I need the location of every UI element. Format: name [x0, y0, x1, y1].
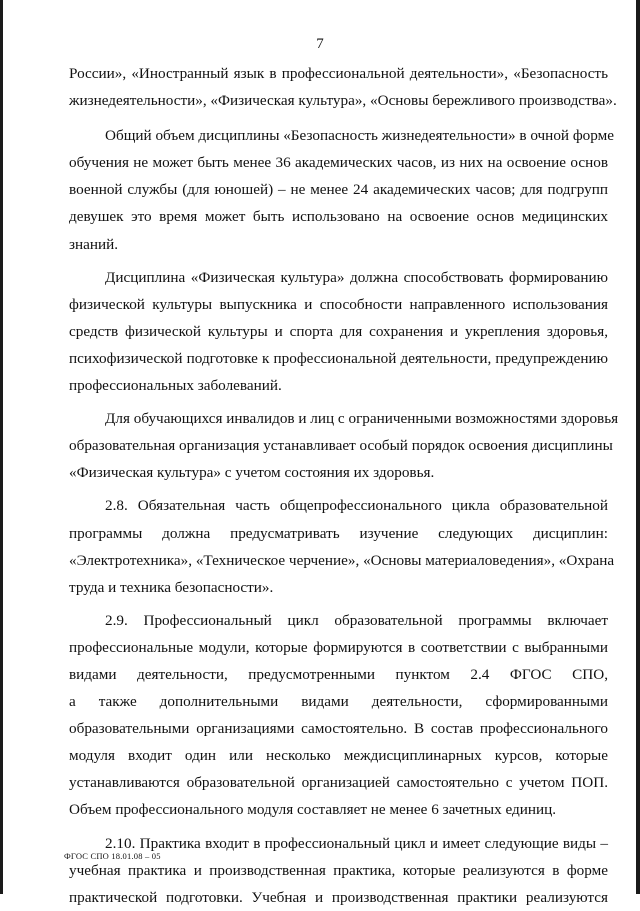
- text-line: 2.8. Обязательная часть общепрофессионального цикла образовательной: [105, 497, 608, 515]
- text-line: Общий объем дисциплины «Безопасность жизнедеятельности» в очной форме: [105, 127, 614, 145]
- document-body: [69, 60, 619, 911]
- text-line: программы должна предусматривать изучение следующих дисциплин:: [69, 524, 608, 542]
- text-line: 2.9. Профессиональный цикл образовательной программы включает: [105, 611, 608, 629]
- paragraph-bzh-hours: [69, 122, 614, 257]
- text-line: профессиональные модули, которые формируются в соответствии с выбранными: [69, 638, 608, 656]
- text-line: учебная практика и производственная практика, которые реализуются в форме: [69, 861, 608, 879]
- paragraph-section-2-8: [69, 492, 615, 600]
- paragraph-continuation: [69, 60, 617, 114]
- text-line: устанавливаются образовательной организацией самостоятельно с учетом ПОП.: [69, 774, 608, 792]
- text-line: модуля входит один или несколько междисциплинарных курсов, которые: [69, 747, 608, 765]
- text-line: девушек это время может быть использовано на освоение основ медицинских: [69, 208, 608, 226]
- text-line: знаний.: [69, 235, 119, 253]
- page-number: 7: [316, 36, 324, 52]
- text-line: психофизической подготовке к профессиональной деятельности, предупреждению: [69, 349, 608, 367]
- text-line: образовательная организация устанавливает особый порядок освоения дисциплины: [69, 437, 613, 455]
- text-line: средств физической культуры и спорта для сохранения и укрепления здоровья,: [69, 322, 608, 340]
- scan-edge-left: [0, 0, 3, 894]
- paragraph-physical-culture: [69, 264, 608, 399]
- text-line: России», «Иностранный язык в профессиональной деятельности», «Безопасность: [69, 65, 608, 82]
- paragraph-section-2-10: [69, 830, 608, 911]
- paragraph-disabled-students: [69, 405, 619, 486]
- paragraph-section-2-9: [69, 607, 608, 824]
- text-line: физической культуры выпускника и способности направленного использования: [69, 295, 608, 313]
- text-line: военной службы (для юношей) – не менее 24 академических часов; для подгрупп: [69, 181, 608, 199]
- text-line: обучения не может быть менее 36 академических часов, из них на освоение основ: [69, 154, 608, 172]
- text-line: Объем профессионального модуля составляет не менее 6 зачетных единиц.: [69, 801, 557, 819]
- text-line: профессиональных заболеваний.: [69, 377, 282, 395]
- text-line: а также дополнительными видами деятельности, сформированными: [69, 693, 608, 711]
- text-line: жизнедеятельности», «Физическая культура», «Основы бережливого производства».: [69, 92, 617, 110]
- text-line: Дисциплина «Физическая культура» должна способствовать формированию: [105, 268, 608, 286]
- text-line: 2.10. Практика входит в профессиональный цикл и имеет следующие виды –: [105, 834, 608, 852]
- text-line: образовательными организациями самостоятельно. В состав профессионального: [69, 720, 608, 738]
- text-line: труда и техника безопасности».: [69, 578, 274, 596]
- text-line: видами деятельности, предусмотренными пунктом 2.4 ФГОС СПО,: [69, 665, 608, 683]
- text-line: практической подготовки. Учебная и производственная практики реализуются: [69, 888, 608, 906]
- text-line: «Физическая культура» с учетом состояния их здоровья.: [69, 464, 435, 482]
- document-footer-code: ФГОС СПО 18.01.08 – 05: [64, 851, 161, 861]
- text-line: «Электротехника», «Техническое черчение», «Основы материаловедения», «Охрана: [69, 551, 615, 569]
- scan-edge-right: [636, 0, 640, 894]
- text-line: Для обучающихся инвалидов и лиц с ограниченными возможностями здоровья: [105, 410, 619, 428]
